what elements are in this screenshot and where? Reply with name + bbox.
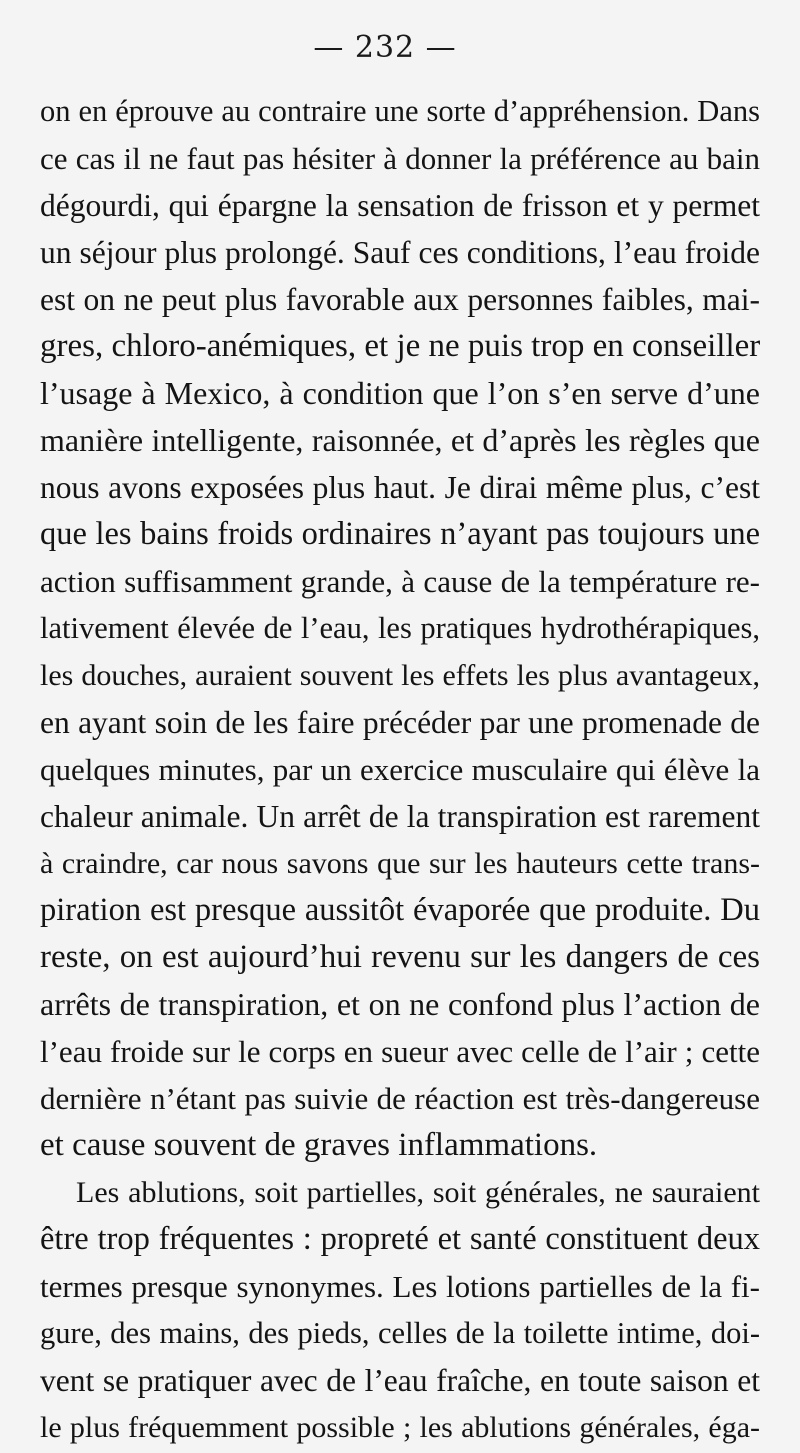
text-line: nous avons exposées plus haut. Je dirai même plus, c’est: [40, 470, 760, 505]
text-line: dernière n’étant pas suivie de réaction est très-dangereuse: [40, 1081, 760, 1116]
text-line: un séjour plus prolongé. Sauf ces conditions, l’eau froide: [40, 235, 760, 270]
text-line: gres, chloro-anémiques, et je ne puis trop en conseiller: [40, 328, 761, 364]
text-line: manière intelligente, raisonnée, et d’après les règles que: [40, 422, 760, 458]
text-line: arrêts de transpiration, et on ne confond plus l’action de: [40, 986, 760, 1022]
text-line: piration est presque aussitôt évaporée que produite. Du: [40, 892, 760, 928]
text-line: les douches, auraient souvent les effets les plus avantageux,: [40, 659, 760, 692]
text-line: dégourdi, qui épargne la sensation de frisson et y permet: [40, 188, 760, 223]
page-number: — 232 —: [313, 30, 457, 65]
text-line: à craindre, car nous savons que sur les hauteurs cette trans-: [40, 847, 760, 880]
text-line: chaleur animale. Un arrêt de la transpiration est rarement: [40, 799, 760, 834]
text-line: gure, des mains, des pieds, celles de la toilette intime, doi-: [40, 1316, 760, 1350]
body-text: [40, 88, 760, 1451]
text-line: quelques minutes, par un exercice musculaire qui élève la: [40, 752, 760, 787]
text-line: être trop fréquentes : propreté et santé constituent deux: [40, 1221, 760, 1257]
text-line: action suffisamment grande, à cause de la température re-: [40, 564, 760, 599]
text-line: et cause souvent de graves inflammations.: [40, 1127, 598, 1163]
text-line: reste, on est aujourd’hui revenu sur les dangers de ces: [40, 939, 760, 975]
text-line: le plus fréquemment possible ; les ablutions générales, éga-: [40, 1411, 760, 1444]
text-line: que les bains froids ordinaires n’ayant pas toujours une: [40, 516, 760, 552]
text-line: est on ne peut plus favorable aux personnes faibles, mai-: [40, 282, 760, 317]
text-line: l’usage à Mexico, à condition que l’on s’en serve d’une: [40, 375, 760, 411]
text-line: Les ablutions, soit partielles, soit générales, ne sauraient: [76, 1176, 760, 1209]
text-line: en ayant soin de les faire précéder par une promenade de: [40, 705, 760, 740]
paragraph-1: [40, 88, 760, 1169]
text-line: l’eau froide sur le corps en sueur avec celle de l’air ; cette: [40, 1034, 760, 1069]
text-line: lativement élevée de l’eau, les pratiques hydrothérapiques,: [40, 611, 760, 645]
paragraph-2: [40, 1169, 760, 1451]
text-line: termes presque synonymes. Les lotions partielles de la fi-: [40, 1269, 760, 1304]
text-line: on en éprouve au contraire une sorte d’appréhension. Dans: [40, 94, 760, 128]
text-line: ce cas il ne faut pas hésiter à donner la préférence au bain: [40, 141, 760, 176]
text-line: vent se pratiquer avec de l’eau fraîche, en toute saison et: [40, 1363, 760, 1398]
